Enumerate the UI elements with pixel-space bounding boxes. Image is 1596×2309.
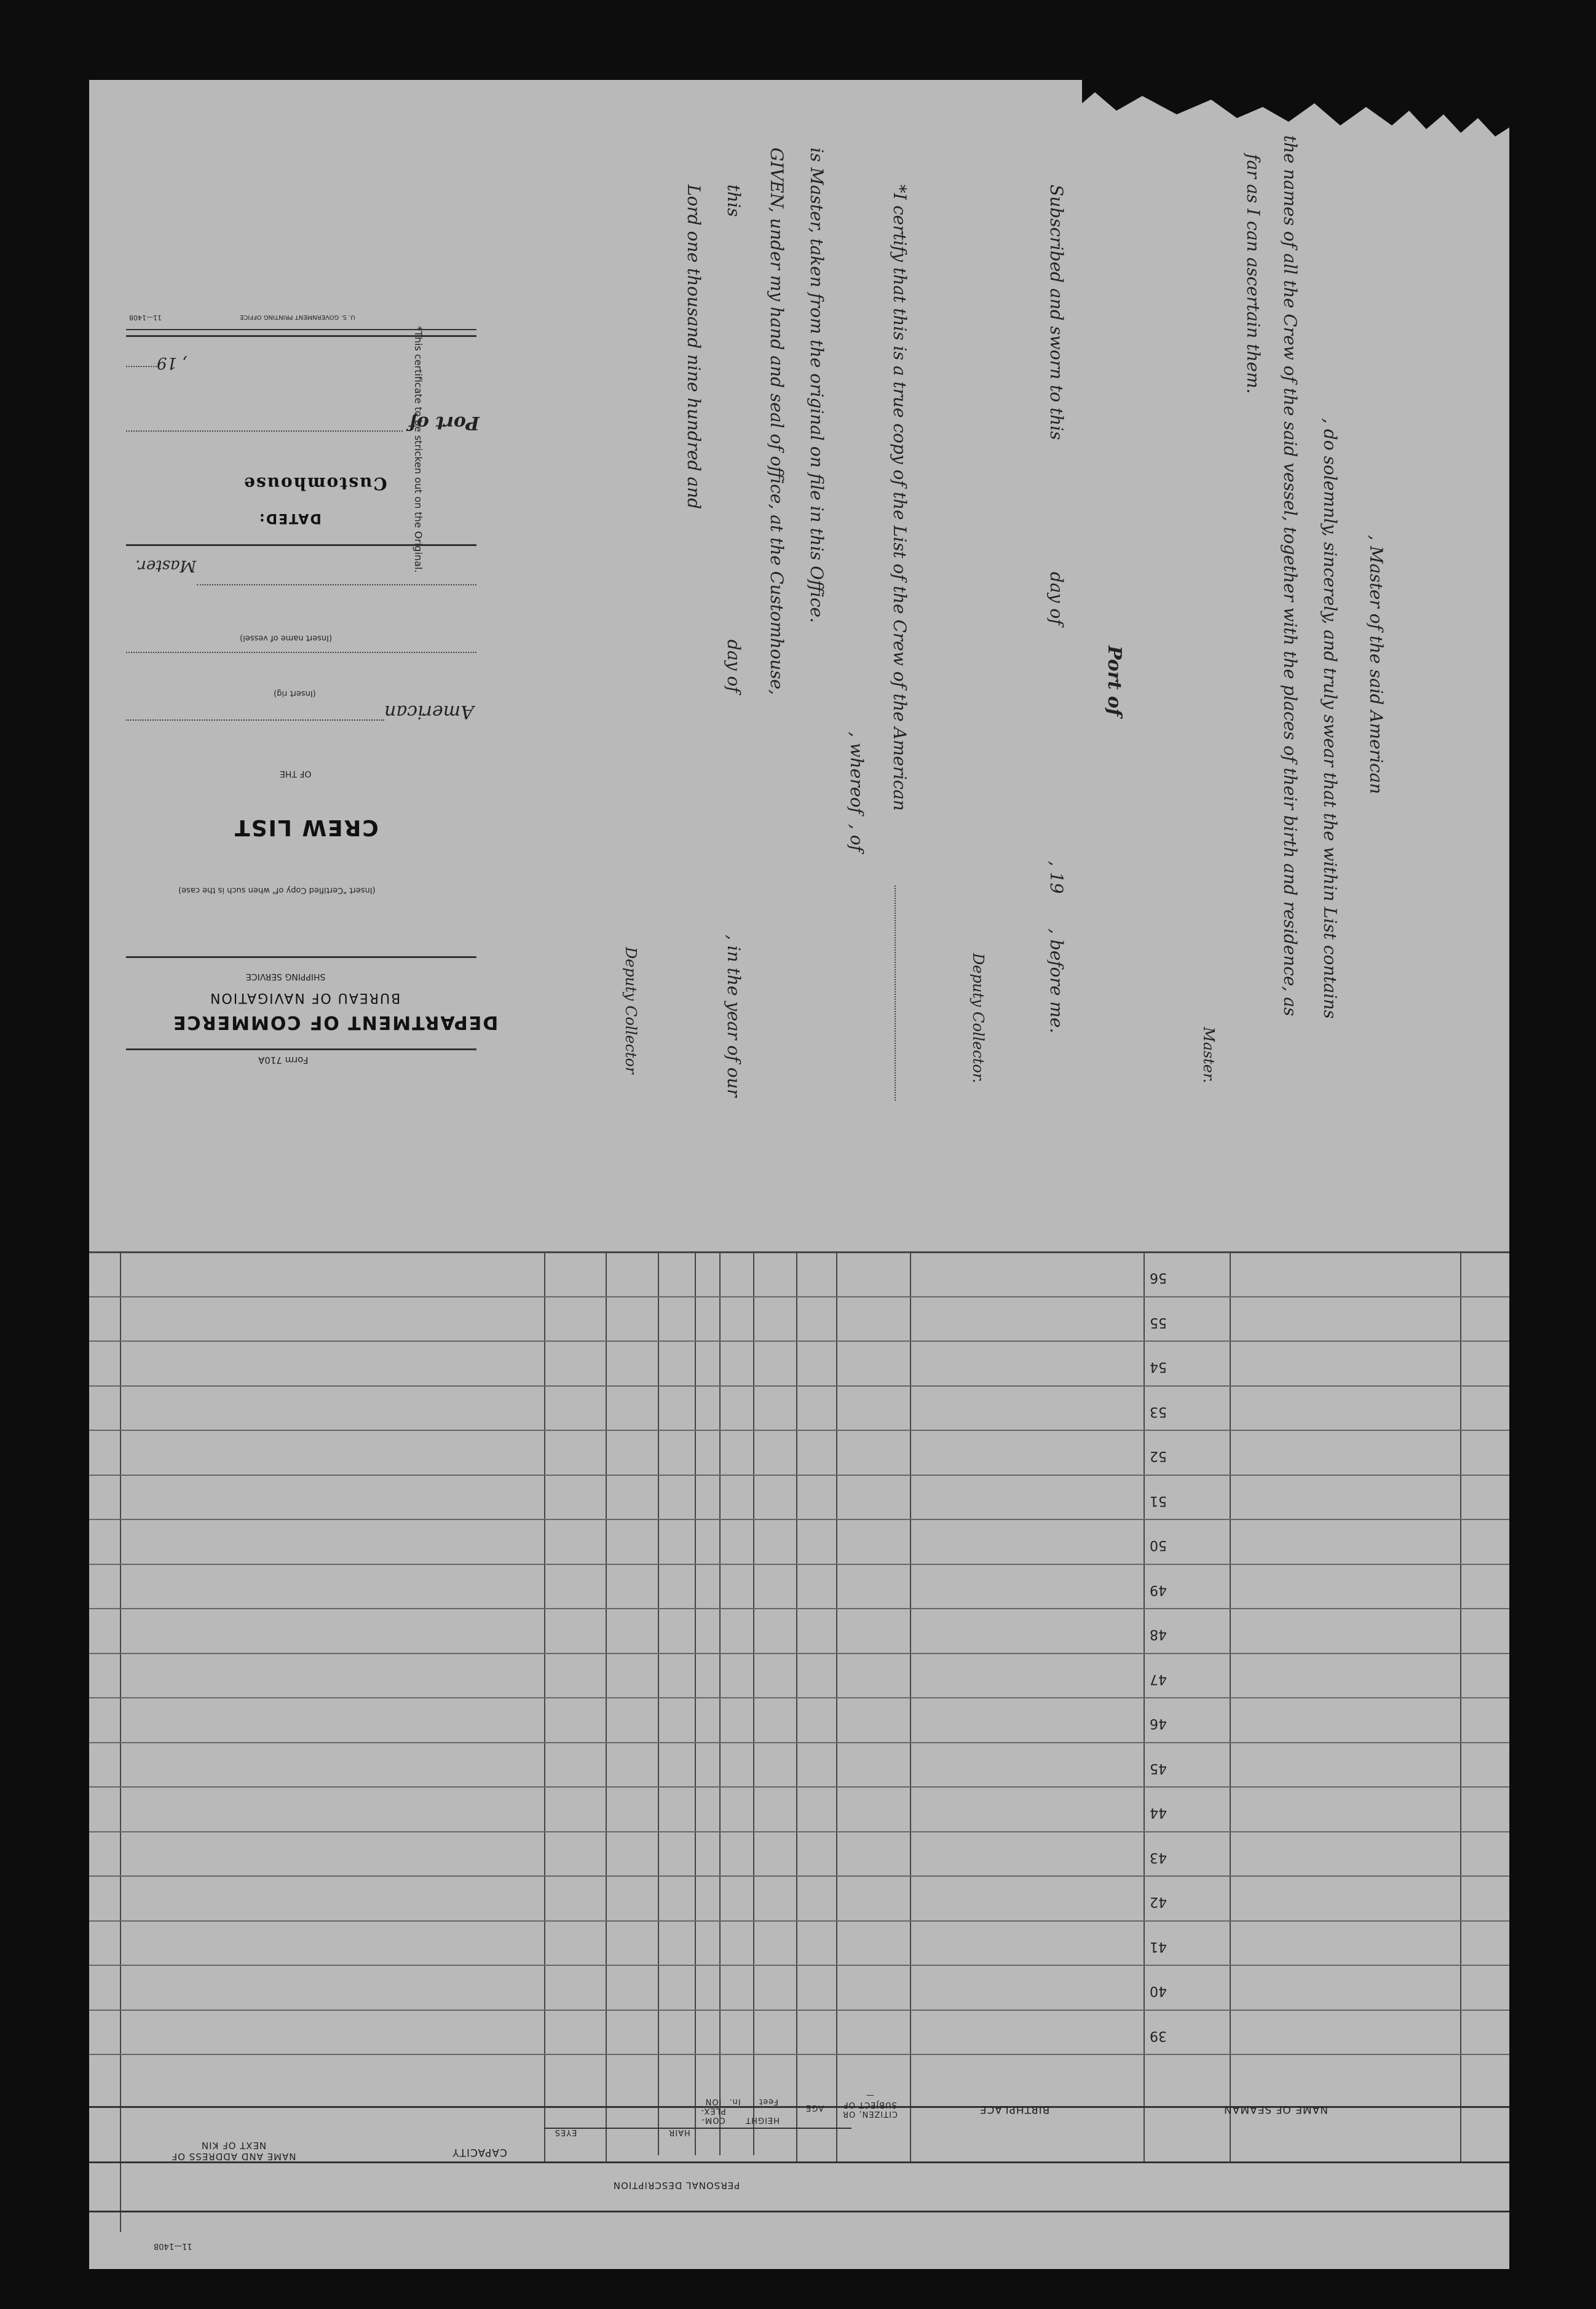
bureau-name: BUREAU OF NAVIGATION [209,990,401,1005]
corner-code: 11—1408 [154,2241,192,2251]
crew-list-title: CREW LIST [234,815,379,840]
row-line [89,1786,1509,1788]
customhouse-label: Customhouse [243,473,387,494]
header-personal-description: PERSONAL DESCRIPTION [612,2180,740,2191]
port-line [126,430,403,432]
oath-line-4: far as I can ascertain them. [1243,154,1263,394]
grid-line [544,1251,545,2161]
header-birthplace: BIRTHPLACE [979,2103,1050,2115]
grid-line [836,1251,837,2161]
row-line [89,1475,1509,1476]
grid-line [796,1251,797,2161]
row-line [89,2054,1509,2055]
certificate-line-3: is Master, taken from the original on file in this Office. [807,148,827,623]
oath-deputy: Deputy Collector. [970,953,987,1083]
header-feet: Feet [759,2097,778,2106]
row-number: 54 [1150,1359,1167,1374]
certificate-of: , of [847,824,867,852]
header-inches: In. [729,2097,741,2106]
grid-line [719,1251,721,2155]
of-the-label: OF THE [280,769,312,778]
oath-day-of: day of [1046,572,1067,625]
personal-rule [544,2128,851,2129]
row-line [89,1341,1509,1342]
row-number: 40 [1150,1983,1167,1998]
row-number: 56 [1150,1270,1167,1285]
grid-line [658,1251,659,2155]
certificate-whereof: , whereof [847,732,867,814]
certificate-line-4: GIVEN, under my hand and seal of office, at the Customhouse, [767,148,787,695]
row-number: 50 [1150,1537,1167,1553]
row-number: 46 [1150,1716,1167,1731]
crew-table-grid [89,1251,1509,2248]
department-name: DEPARTMENT OF COMMERCE [172,1012,499,1033]
certificate-year-of-our: , in the year of our [724,935,744,1098]
row-line [89,1430,1509,1431]
oath-port-of: Port of [1104,646,1125,716]
date-line [126,366,157,367]
port-of-label: Port of [409,412,480,434]
printing-office: U. S. GOVERNMENT PRINTING OFFICE [240,314,355,320]
row-number: 47 [1150,1671,1167,1687]
oath-line-2: , do solemnly, sincerely, and truly swear that the within List contains [1320,418,1340,1019]
master-line [197,584,476,585]
row-number: 51 [1150,1492,1167,1508]
oath-line-1: , Master of the said American [1366,535,1386,794]
master-label: Master. [135,556,197,575]
insert-name-note: (Insert name of vessel) [240,633,333,643]
oath-nineteen: , 19 [1046,861,1067,894]
row-number: 49 [1150,1582,1167,1598]
certificate-day-of: day of [724,640,744,693]
row-number: 55 [1150,1314,1167,1330]
row-line [89,1742,1509,1743]
grid-line [695,1251,696,2155]
row-line [89,1920,1509,1922]
form-number: Form 710A [258,1055,309,1066]
row-line [89,1608,1509,1609]
row-line [89,1519,1509,1520]
dated-label: DATED: [258,510,322,526]
header-rule [89,2161,1509,2163]
row-line [89,1875,1509,1877]
footnote: *This certificate to be stricken out on the Original. [413,326,424,573]
row-number: 52 [1150,1448,1167,1463]
service-name: SHIPPING SERVICE [246,972,326,981]
grid-line [910,1251,911,2161]
header-next-of-kin: NAME AND ADDRESS OF NEXT OF KIN [171,2140,296,2162]
row-number: 53 [1150,1403,1167,1419]
header-hair: HAIR [668,2128,690,2137]
american-label: American [384,701,474,723]
header-complexion: COM-PLEX-ION [700,2097,726,2125]
row-number: 39 [1150,2027,1167,2043]
header-height: HEIGHT [745,2115,780,2125]
row-line [89,1564,1509,1565]
row-number: 42 [1150,1894,1167,1909]
certified-note: (Insert "Certified Copy of" when such is the case) [178,885,376,895]
row-line [89,1697,1509,1698]
american-line [895,885,897,1101]
row-number: 41 [1150,1938,1167,1954]
oath-subscribed: Subscribed and sworn to this [1046,184,1067,440]
row-number: 44 [1150,1805,1167,1820]
header-eyes: EYES [554,2128,577,2137]
table-top-border [89,1251,1509,1253]
row-line [89,1831,1509,1832]
row-line [89,1296,1509,1297]
year-label: , 19 [157,354,188,372]
row-line [89,1653,1509,1654]
certificate-line-6: Lord one thousand nine hundred and [684,184,704,510]
bottom-rule [89,2211,1509,2212]
row-line [89,1385,1509,1387]
certificate-deputy: Deputy Collector [622,947,639,1074]
insert-rig-note: (Insert rig) [274,689,316,698]
row-number: 43 [1150,1849,1167,1865]
rig-line [126,719,384,721]
grid-line [1460,1251,1461,2161]
header-citizen: CITIZEN, OR SUBJECT OF— [842,2091,898,2118]
oath-line-3: the names of all the Crew of the said vessel, together with the places of their birth and residence, as [1280,135,1300,1016]
header-age: AGE [805,2103,824,2112]
row-line [89,2010,1509,2011]
certificate-line-1: *I certify that this is a true copy of the List of the Crew of the American [890,184,910,811]
row-line [89,1965,1509,1966]
grid-line [1144,1251,1145,2161]
oath-before-me: , before me. [1046,929,1067,1034]
row-number: 48 [1150,1626,1167,1642]
print-code: 11—1408 [129,314,162,322]
header-name-of-seaman: NAME OF SEAMAN [1223,2103,1328,2115]
grid-line [1230,1251,1231,2161]
form-rule [126,956,476,958]
vessel-name-line [126,652,476,653]
form-rule [126,1048,476,1050]
grid-line [753,1251,754,2155]
certificate-this: this [724,184,744,217]
header-capacity: CAPACITY [452,2146,507,2158]
oath-master-signature: Master. [1200,1027,1217,1083]
row-number: 45 [1150,1760,1167,1776]
grid-line [606,1251,607,2161]
